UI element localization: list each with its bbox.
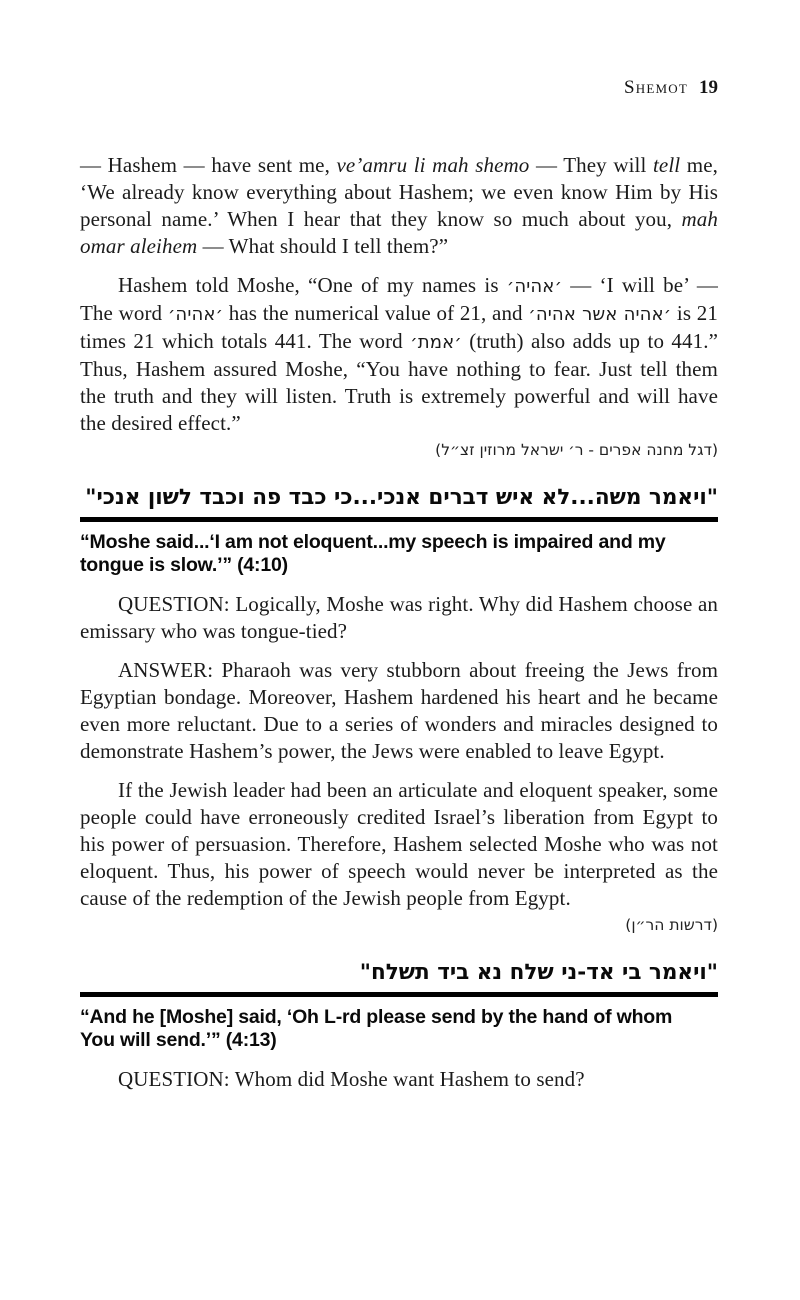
transliteration-italic: mah omar aleihem [80,207,718,258]
hebrew-verse-heading: "ויאמר משה...לא איש דברים אנכי...כי כבד פה וכבד לשון אנכי" [85,485,718,510]
question-paragraph: QUESTION: Whom did Moshe want Hashem to send? [118,1067,585,1091]
hebrew-verse-heading: "ויאמר בי אד-ני שלח נא ביד תשלח" [359,960,718,985]
hebrew-term: ׳אהיה׳ [167,304,224,325]
question-paragraph: QUESTION: Logically, Moshe was right. Why did Hashem choose an emissary who was tongue-tied? [80,592,718,643]
text-run: is 21 times 21 which totals 441. The word [80,301,718,353]
answer-paragraph-continued: If the Jewish leader had been an articulate and eloquent speaker, some people could have erroneously credited Israel’s liberation from Egypt to his power of persuasion. Therefore, Hashem selected Moshe who was not eloquent. Thus, his power of speech would never be interpreted as the cause of the redemption of the Jewish people from Egypt. [80,778,718,910]
text-run: me, ‘We already know everything about Hashem; we even know Him by His personal name.’ When I hear that they know so much about you, [80,153,718,231]
english-verse-translation: “And he [Moshe] said, ‘Oh L-rd please send by the hand of whom You will send.’” (4:13) [80,1006,673,1051]
text-run: (truth) also adds up to 441.” Thus, Hashem assured Moshe, “You have nothing to fear. Just tell them the truth and they will listen. Truth is extremely powerful and will have the desired effect.” [80,329,719,435]
section-divider-rule [80,517,718,522]
transliteration-italic: tell [652,153,681,177]
hebrew-term: ׳אהיה׳ [506,276,563,297]
hebrew-term: ׳אהיה אשר אהיה׳ [528,304,672,325]
transliteration-italic: ve’amru li mah shemo [336,153,530,177]
text-run: Hashem told Moshe, “One of my names is [118,273,507,297]
text-run: has the numerical value of 21, and [223,301,529,325]
answer-paragraph: ANSWER: Pharaoh was very stubborn about freeing the Jews from Egyptian bondage. Moreover, Hashem hardened his heart and he became even more reluctant. Due to a series of wonders and miracles designed to demonstrate Hashem’s power, the Jews were enabled to leave Egypt. [80,658,718,763]
text-run: — They will [529,153,653,177]
page-number: 19 [699,77,718,98]
text-run: — What should I tell them?” [197,234,449,258]
english-verse-translation: “Moshe said...‘I am not eloquent...my speech is impaired and my tongue is slow.’” (4:10) [80,531,666,576]
running-header [80,78,718,98]
section-divider-rule [80,992,718,997]
section-eloquent [80,484,718,935]
source-attribution-derashot-haran: (דרשות הר״ן) [625,916,718,934]
text-run: — ‘I will be’ — The word [80,273,718,325]
book-title: Shemot [624,77,688,98]
section-send [80,959,718,1093]
paragraph-names-of-hashem [80,272,718,437]
paragraph-continuation [80,152,718,260]
hebrew-term: ׳אמת׳ [410,332,462,353]
text-run: — Hashem — have sent me, [80,153,337,177]
source-attribution-degel-machaneh-efraim: (דגל מחנה אפרים - ר׳ ישראל מרוזין זצ״ל) [435,441,718,459]
